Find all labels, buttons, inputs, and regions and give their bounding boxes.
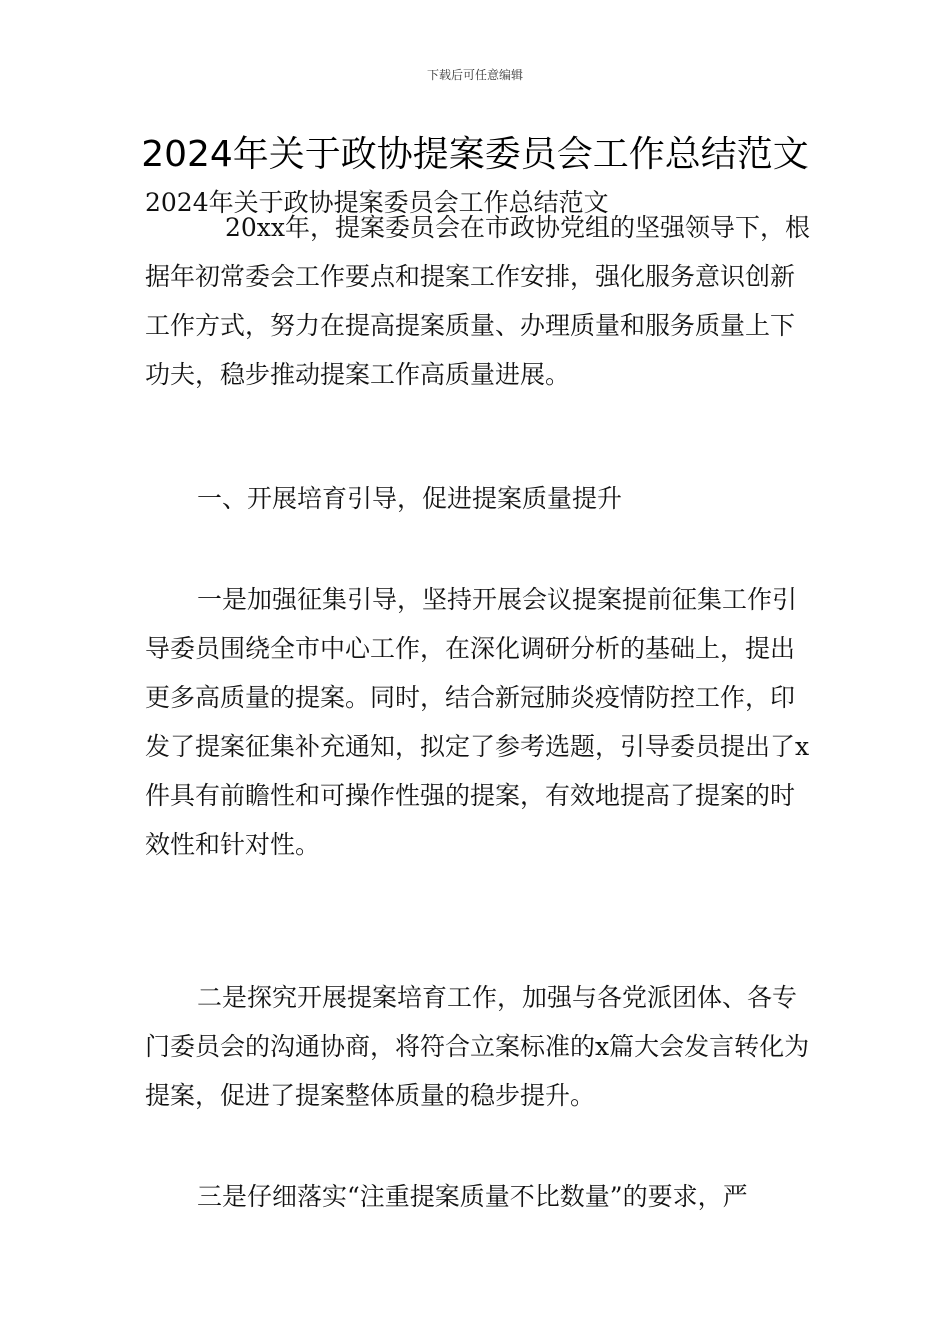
intro-paragraph: 20xx年，提案委员会在市政协党组的坚强领导下，根据年初常委会工作要点和提案工作安排，强化服务意识创新工作方式，努力在提高提案质量、办理质量和服务质量上下功夫，稳步推动提案工作高质量进展。 [145,213,811,389]
document-title: 2024年关于政协提案委员会工作总结范文 [141,134,809,175]
paragraph-point-2: 二是探究开展提案培育工作，加强与各党派团体、各专门委员会的沟通协商，将符合立案标准的x篇大会发言转化为提案，促进了提案整体质量的稳步提升。 [145,983,810,1110]
document-subtitle: 2024年关于政协提案委员会工作总结范文 [145,188,609,217]
page-header-note: 下载后可任意编辑 [426,68,523,82]
paragraph-point-1: 一是加强征集引导，坚持开展会议提案提前征集工作引导委员围绕全市中心工作，在深化调研分析的基础上，提出更多高质量的提案。同时，结合新冠肺炎疫情防控工作，印发了提案征集补充通知，拟定了参考选题，引导委员提出了x件具有前瞻性和可操作性强的提案，有效地提高了提案的时效性和针对性。 [145,585,810,859]
section-heading-1: 一、开展培育引导，促进提案质量提升 [197,484,623,513]
paragraph-point-3: 三是仔细落实“注重提案质量不比数量”的要求，严 [197,1182,748,1211]
